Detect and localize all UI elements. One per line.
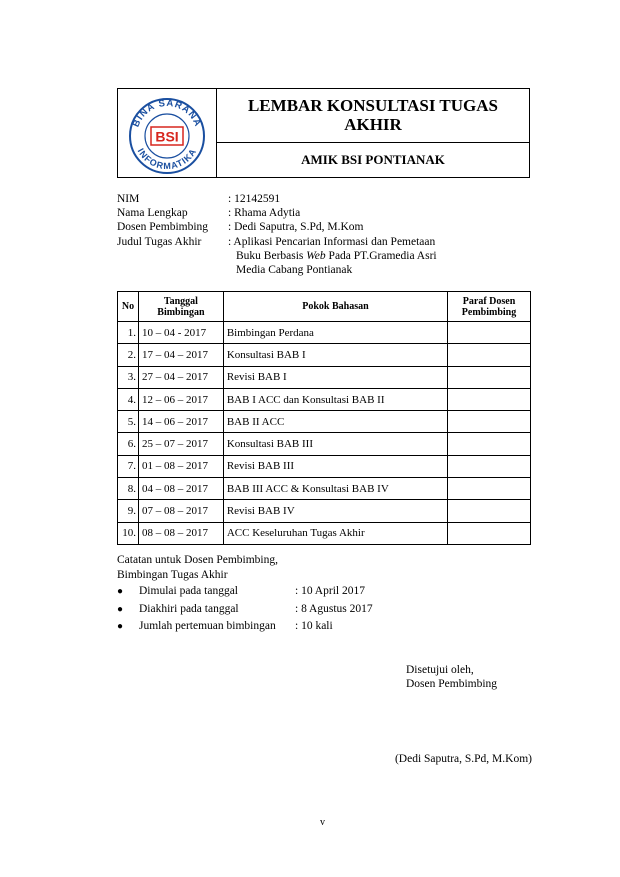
row-no: 5. bbox=[118, 411, 139, 433]
note-label: Diakhiri pada tanggal bbox=[139, 602, 239, 615]
note-label: Jumlah pertemuan bimbingan bbox=[139, 620, 276, 633]
row-pokok: Revisi BAB I bbox=[223, 366, 447, 388]
table-row bbox=[118, 388, 531, 410]
row-tanggal: 17 – 04 – 2017 bbox=[138, 344, 223, 366]
nama-label: Nama Lengkap bbox=[117, 207, 188, 220]
table-header-row bbox=[118, 292, 531, 322]
row-paraf bbox=[448, 433, 531, 455]
row-pokok: BAB II ACC bbox=[223, 411, 447, 433]
row-paraf bbox=[448, 478, 531, 500]
dosen-value: : Dedi Saputra, S.Pd, M.Kom bbox=[228, 221, 364, 234]
header-pokok: Pokok Bahasan bbox=[223, 292, 447, 322]
approval-line-2: Dosen Pembimbing bbox=[406, 678, 498, 691]
notes-section bbox=[117, 553, 373, 636]
row-tanggal: 14 – 06 – 2017 bbox=[138, 411, 223, 433]
row-no: 8. bbox=[118, 478, 139, 500]
note-value: : 10 kali bbox=[295, 620, 333, 633]
row-pokok: Konsultasi BAB III bbox=[223, 433, 447, 455]
row-tanggal: 07 – 08 – 2017 bbox=[138, 500, 223, 522]
row-no: 9. bbox=[118, 500, 139, 522]
judul-line-2-post: Pada PT.Gramedia Asri bbox=[325, 249, 437, 262]
nim-value: : 12142591 bbox=[228, 193, 281, 205]
row-no: 2. bbox=[118, 344, 139, 366]
row-no: 6. bbox=[118, 433, 139, 455]
row-tanggal: 12 – 06 – 2017 bbox=[138, 388, 223, 410]
institution-name: AMIK BSI PONTIANAK bbox=[301, 151, 445, 167]
signatory-name: (Dedi Saputra, S.Pd, M.Kom) bbox=[394, 753, 532, 765]
logo-bottom-text: INFORMATIKA bbox=[135, 146, 199, 172]
bsi-logo-icon bbox=[124, 92, 210, 174]
info-row-judul bbox=[117, 235, 498, 278]
page-number: v bbox=[320, 817, 325, 828]
table-row bbox=[118, 433, 531, 455]
row-paraf bbox=[448, 522, 531, 544]
header-tanggal: Tanggal Bimbingan bbox=[138, 292, 223, 322]
row-pokok: BAB III ACC & Konsultasi BAB IV bbox=[223, 478, 447, 500]
approval-block bbox=[406, 663, 497, 691]
row-pokok: BAB I ACC dan Konsultasi BAB II bbox=[223, 388, 447, 410]
svg-text:INFORMATIKA bbox=[136, 146, 199, 171]
note-value: : 10 April 2017 bbox=[295, 585, 365, 598]
judul-line-2-pre: Buku Berbasis bbox=[236, 249, 307, 262]
row-pokok: Bimbingan Perdana bbox=[223, 322, 447, 344]
row-paraf bbox=[448, 344, 531, 366]
row-no: 3. bbox=[118, 366, 139, 388]
logo-mark: BSI bbox=[155, 128, 179, 145]
info-row-dosen bbox=[117, 220, 498, 234]
table-row bbox=[118, 522, 531, 544]
row-paraf bbox=[448, 366, 531, 388]
notes-line-1: Catatan untuk Dosen Pembimbing, bbox=[117, 554, 278, 566]
judul-line-2 bbox=[228, 249, 498, 263]
bullet-icon: ● bbox=[117, 621, 124, 633]
table-row bbox=[118, 344, 531, 366]
judul-value bbox=[228, 235, 498, 278]
table-row bbox=[118, 500, 531, 522]
row-tanggal: 10 – 04 - 2017 bbox=[138, 322, 223, 344]
row-paraf bbox=[448, 411, 531, 433]
row-no: 10. bbox=[118, 522, 139, 544]
row-no: 1. bbox=[118, 322, 139, 344]
judul-line-2-emphasis: Web bbox=[306, 249, 326, 262]
title-cell bbox=[217, 89, 529, 177]
table-row bbox=[118, 322, 531, 344]
nama-value: : Rhama Adytia bbox=[228, 207, 301, 220]
document-title: LEMBAR KONSULTASI TUGAS AKHIR bbox=[217, 89, 529, 143]
row-tanggal: 08 – 08 – 2017 bbox=[138, 522, 223, 544]
row-paraf bbox=[448, 455, 531, 477]
row-tanggal: 01 – 08 – 2017 bbox=[138, 455, 223, 477]
nim-label: NIM bbox=[117, 193, 140, 205]
judul-line-3: Media Cabang Pontianak bbox=[236, 264, 353, 277]
logo-top-text: BINA SARANA bbox=[130, 97, 204, 129]
table-row bbox=[118, 478, 531, 500]
student-info bbox=[117, 192, 498, 277]
table-row bbox=[118, 455, 531, 477]
row-no: 7. bbox=[118, 455, 139, 477]
list-item bbox=[117, 601, 373, 619]
row-no: 4. bbox=[118, 388, 139, 410]
list-item bbox=[117, 583, 373, 601]
approval-line-1: Disetujui oleh, bbox=[406, 664, 474, 676]
row-pokok: Revisi BAB IV bbox=[223, 500, 447, 522]
header-box bbox=[117, 88, 530, 178]
row-tanggal: 25 – 07 – 2017 bbox=[138, 433, 223, 455]
table-row bbox=[118, 366, 531, 388]
notes-line-2: Bimbingan Tugas Akhir bbox=[117, 569, 228, 581]
list-item bbox=[117, 618, 373, 636]
row-paraf bbox=[448, 388, 531, 410]
row-tanggal: 04 – 08 – 2017 bbox=[138, 478, 223, 500]
logo-cell bbox=[118, 89, 217, 177]
bullet-icon: ● bbox=[117, 603, 124, 615]
svg-text:BINA SARANA bbox=[131, 98, 204, 129]
note-label: Dimulai pada tanggal bbox=[139, 585, 238, 598]
note-value: : 8 Agustus 2017 bbox=[295, 602, 373, 615]
judul-label: Judul Tugas Akhir bbox=[117, 235, 202, 248]
row-tanggal: 27 – 04 – 2017 bbox=[138, 366, 223, 388]
header-no: No bbox=[118, 292, 139, 322]
info-row-nim bbox=[117, 192, 498, 206]
header-paraf: Paraf Dosen Pembimbing bbox=[448, 292, 531, 322]
judul-line-1: : Aplikasi Pencarian Informasi dan Pemetaan bbox=[228, 235, 436, 248]
row-pokok: ACC Keseluruhan Tugas Akhir bbox=[223, 522, 447, 544]
bullet-icon: ● bbox=[117, 586, 124, 598]
row-paraf bbox=[448, 322, 531, 344]
dosen-label: Dosen Pembimbing bbox=[117, 221, 209, 234]
row-paraf bbox=[448, 500, 531, 522]
row-pokok: Konsultasi BAB I bbox=[223, 344, 447, 366]
info-row-nama bbox=[117, 206, 498, 220]
row-pokok: Revisi BAB III bbox=[223, 455, 447, 477]
consultation-table bbox=[117, 291, 531, 545]
table-row bbox=[118, 411, 531, 433]
